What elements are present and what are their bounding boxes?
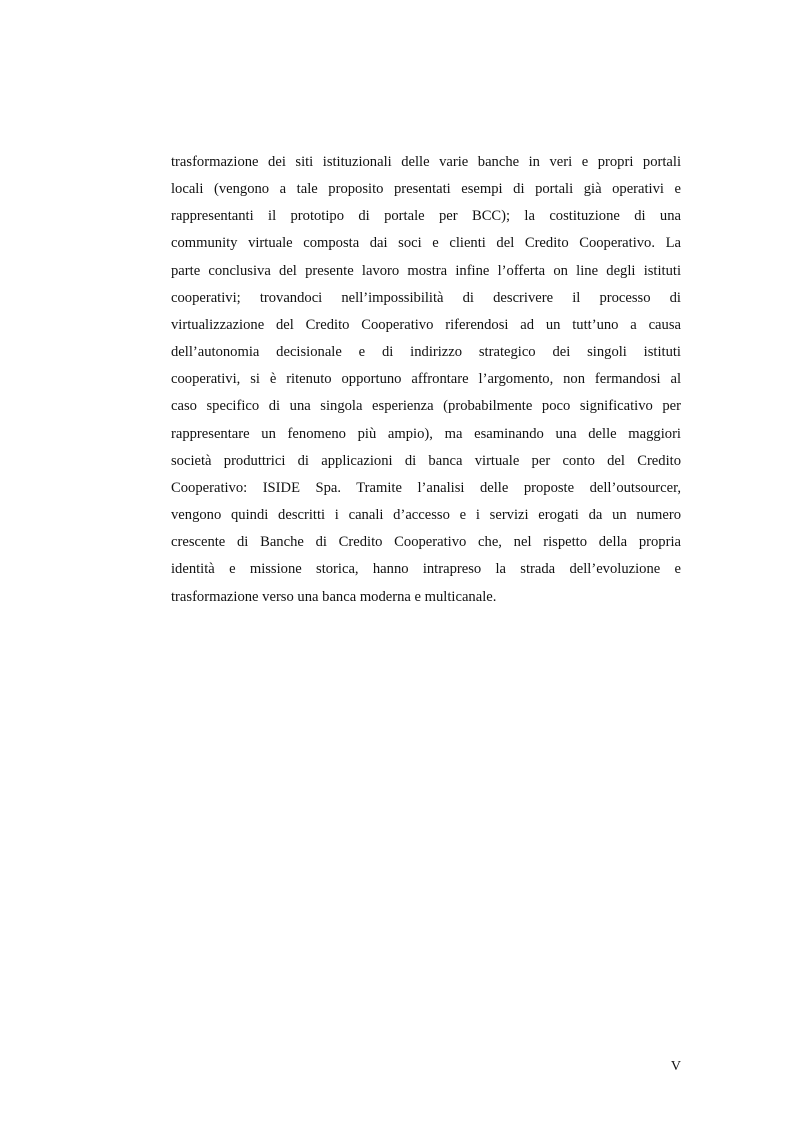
paragraph-line-1: trasformazione dei siti istituzionali delle varie banche in veri e propri portali	[171, 154, 681, 170]
paragraph-line-8: dell’autonomia decisionale e di indirizzo strategico dei singoli istituti	[171, 344, 681, 361]
paragraph-line-4: community virtuale composta dai soci e clienti del Credito Cooperativo. La	[171, 235, 681, 252]
paragraph-line-17: trasformazione verso una banca moderna e multicanale.	[171, 588, 497, 605]
paragraph-line-15: crescente di Banche di Credito Cooperativo che, nel rispetto della propria	[171, 534, 681, 551]
paragraph-line-12: società produttrici di applicazioni di banca virtuale per conto del Credito	[171, 452, 681, 469]
paragraph-line-10: caso specifico di una singola esperienza (probabilmente poco significativo per	[171, 398, 681, 415]
paragraph-line-5: parte conclusiva del presente lavoro mostra infine l’offerta on line degli istituti	[171, 262, 681, 279]
paragraph-line-16: identità e missione storica, hanno intrapreso la strada dell’evoluzione e	[171, 561, 681, 578]
body-paragraph	[171, 149, 681, 611]
page-number: V	[670, 1059, 681, 1074]
paragraph-line-2: locali (vengono a tale proposito presentati esempi di portali già operativi e	[171, 181, 681, 198]
paragraph-line-7: virtualizzazione del Credito Cooperativo riferendosi ad un tutt’uno a causa	[171, 316, 681, 333]
paragraph-line-11: rappresentare un fenomeno più ampio), ma esaminando una delle maggiori	[171, 425, 681, 442]
paragraph-line-3: rappresentanti il prototipo di portale per BCC); la costituzione di una	[171, 208, 681, 225]
paragraph-line-6: cooperativi; trovandoci nell’impossibilità di descrivere il processo di	[171, 289, 681, 306]
paragraph-line-9: cooperativi, si è ritenuto opportuno affrontare l’argomento, non fermandosi al	[171, 371, 681, 388]
paragraph-line-14: vengono quindi descritti i canali d’accesso e i servizi erogati da un numero	[171, 507, 681, 524]
paragraph-line-13: Cooperativo: ISIDE Spa. Tramite l’analisi delle proposte dell’outsourcer,	[171, 479, 681, 496]
